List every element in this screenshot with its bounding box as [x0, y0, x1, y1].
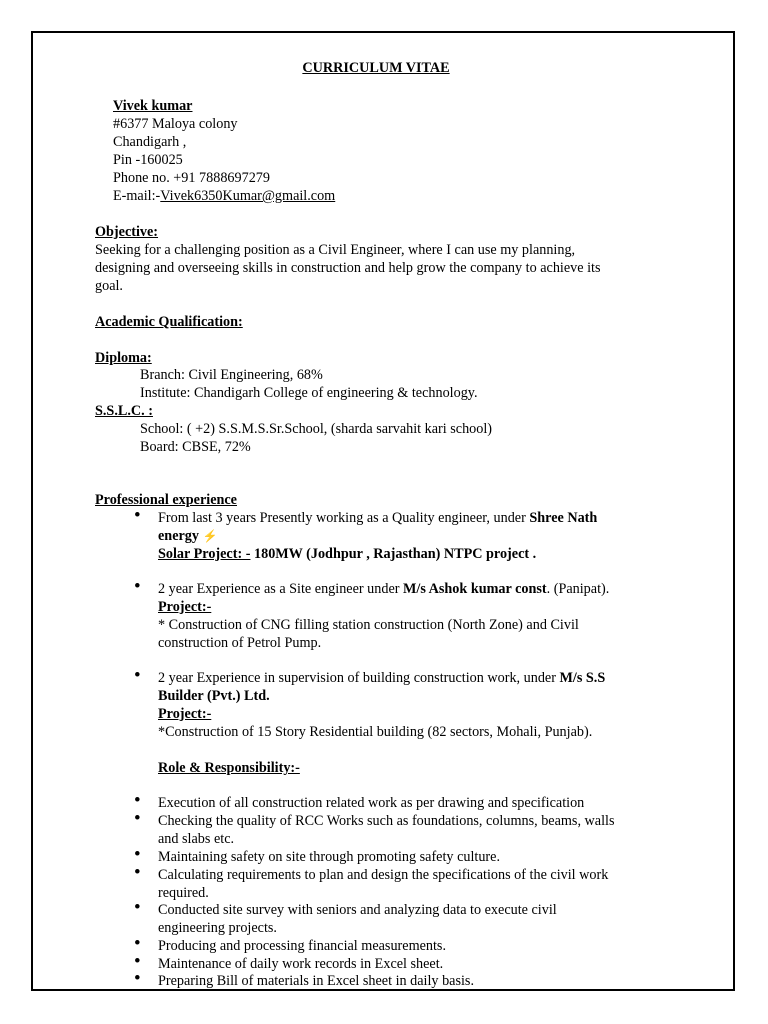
- job1-project-detail: 180MW (Jodhpur , Rajasthan) NTPC project .: [250, 546, 537, 562]
- sslc-heading: S.S.L.C. :: [95, 403, 153, 419]
- job1-text: From last 3 years Presently working as a Quality engineer, under: [158, 510, 530, 526]
- responsibility-item: Conducted site survey with seniors and analyzing data to execute civil: [158, 902, 557, 918]
- lightning-icon: ⚡: [202, 529, 218, 543]
- bullet-icon: [134, 851, 142, 859]
- job1-company: Shree Nath: [529, 510, 598, 526]
- diploma-branch: Branch: Civil Engineering, 68%: [140, 367, 323, 383]
- bullet-icon: [134, 975, 142, 983]
- diploma-institute: Institute: Chandigarh College of engineering & technology.: [140, 385, 478, 401]
- bullet-icon: [134, 583, 142, 591]
- job3-project-label: Project:-: [158, 706, 212, 722]
- responsibility-item: Calculating requirements to plan and design the specifications of the civil work: [158, 867, 609, 883]
- job1-company-cont: energy: [158, 528, 199, 544]
- responsibility-item: Checking the quality of RCC Works such as foundations, columns, beams, walls: [158, 813, 615, 829]
- job2-text: 2 year Experience as a Site engineer under: [158, 581, 404, 597]
- bullet-icon: [134, 940, 142, 948]
- job1-project: [158, 545, 536, 563]
- job2-project-line-2: construction of Petrol Pump.: [158, 635, 322, 651]
- document-title: CURRICULUM VITAE: [302, 60, 450, 76]
- responsibility-item: Maintenance of daily work records in Excel sheet.: [158, 956, 444, 972]
- job1-line-1: [158, 509, 597, 527]
- responsibility-item-cont: engineering projects.: [158, 920, 277, 936]
- job3-company-cont: Builder (Pvt.) Ltd.: [158, 688, 270, 704]
- job3-text: 2 year Experience in supervision of building construction work, under: [158, 670, 560, 686]
- job2-suffix: . (Panipat).: [546, 581, 610, 597]
- job3-project-line-1: *Construction of 15 Story Residential building (82 sectors, Mohali, Punjab).: [158, 724, 593, 740]
- responsibility-item-cont: and slabs etc.: [158, 831, 235, 847]
- bullet-icon: [134, 512, 142, 520]
- job2-company: M/s Ashok kumar const: [403, 581, 547, 597]
- job3-company: M/s S.S: [559, 670, 606, 686]
- sslc-school: School: ( +2) S.S.M.S.Sr.School, (sharda sarvahit kari school): [140, 421, 493, 437]
- job2-project-label: Project:-: [158, 599, 212, 615]
- objective-line-1: Seeking for a challenging position as a Civil Engineer, where I can use my planning,: [95, 242, 576, 258]
- bullet-icon: [134, 869, 142, 877]
- bullet-icon: [134, 815, 142, 823]
- candidate-name: Vivek kumar: [113, 98, 193, 114]
- responsibility-item: Maintaining safety on site through promoting safety culture.: [158, 849, 501, 865]
- responsibility-item: Preparing Bill of materials in Excel sheet in daily basis.: [158, 973, 474, 989]
- address-line-1: #6377 Maloya colony: [113, 116, 238, 132]
- sslc-board: Board: CBSE, 72%: [140, 439, 251, 455]
- objective-heading: Objective:: [95, 224, 159, 240]
- bullet-icon: [134, 797, 142, 805]
- job1-line-2: [158, 527, 217, 545]
- address-line-2: Chandigarh ,: [113, 134, 187, 150]
- job3-line-1: [158, 669, 605, 687]
- objective-line-2: designing and overseeing skills in construction and help grow the company to achieve its: [95, 260, 601, 276]
- bullet-icon: [134, 904, 142, 912]
- pin-code: Pin -160025: [113, 152, 183, 168]
- objective-line-3: goal.: [95, 278, 123, 294]
- academic-heading: Academic Qualification:: [95, 314, 243, 330]
- responsibility-item-cont: required.: [158, 885, 209, 901]
- job2-project-line-1: * Construction of CNG filling station construction (North Zone) and Civil: [158, 617, 579, 633]
- diploma-heading: Diploma:: [95, 350, 152, 366]
- email-prefix: E-mail:-: [113, 188, 161, 204]
- role-heading: Role & Responsibility:-: [158, 760, 300, 776]
- responsibility-item: Execution of all construction related work as per drawing and specification: [158, 795, 585, 811]
- responsibility-item: Producing and processing financial measurements.: [158, 938, 447, 954]
- bullet-icon: [134, 958, 142, 966]
- email-line: [113, 187, 335, 205]
- experience-heading: Professional experience: [95, 492, 237, 508]
- phone-number: Phone no. +91 7888697279: [113, 170, 270, 186]
- job1-project-label: Solar Project: -: [158, 546, 251, 562]
- email-link[interactable]: Vivek6350Kumar@gmail.com: [160, 188, 336, 204]
- bullet-icon: [134, 672, 142, 680]
- job2-line-1: [158, 580, 609, 598]
